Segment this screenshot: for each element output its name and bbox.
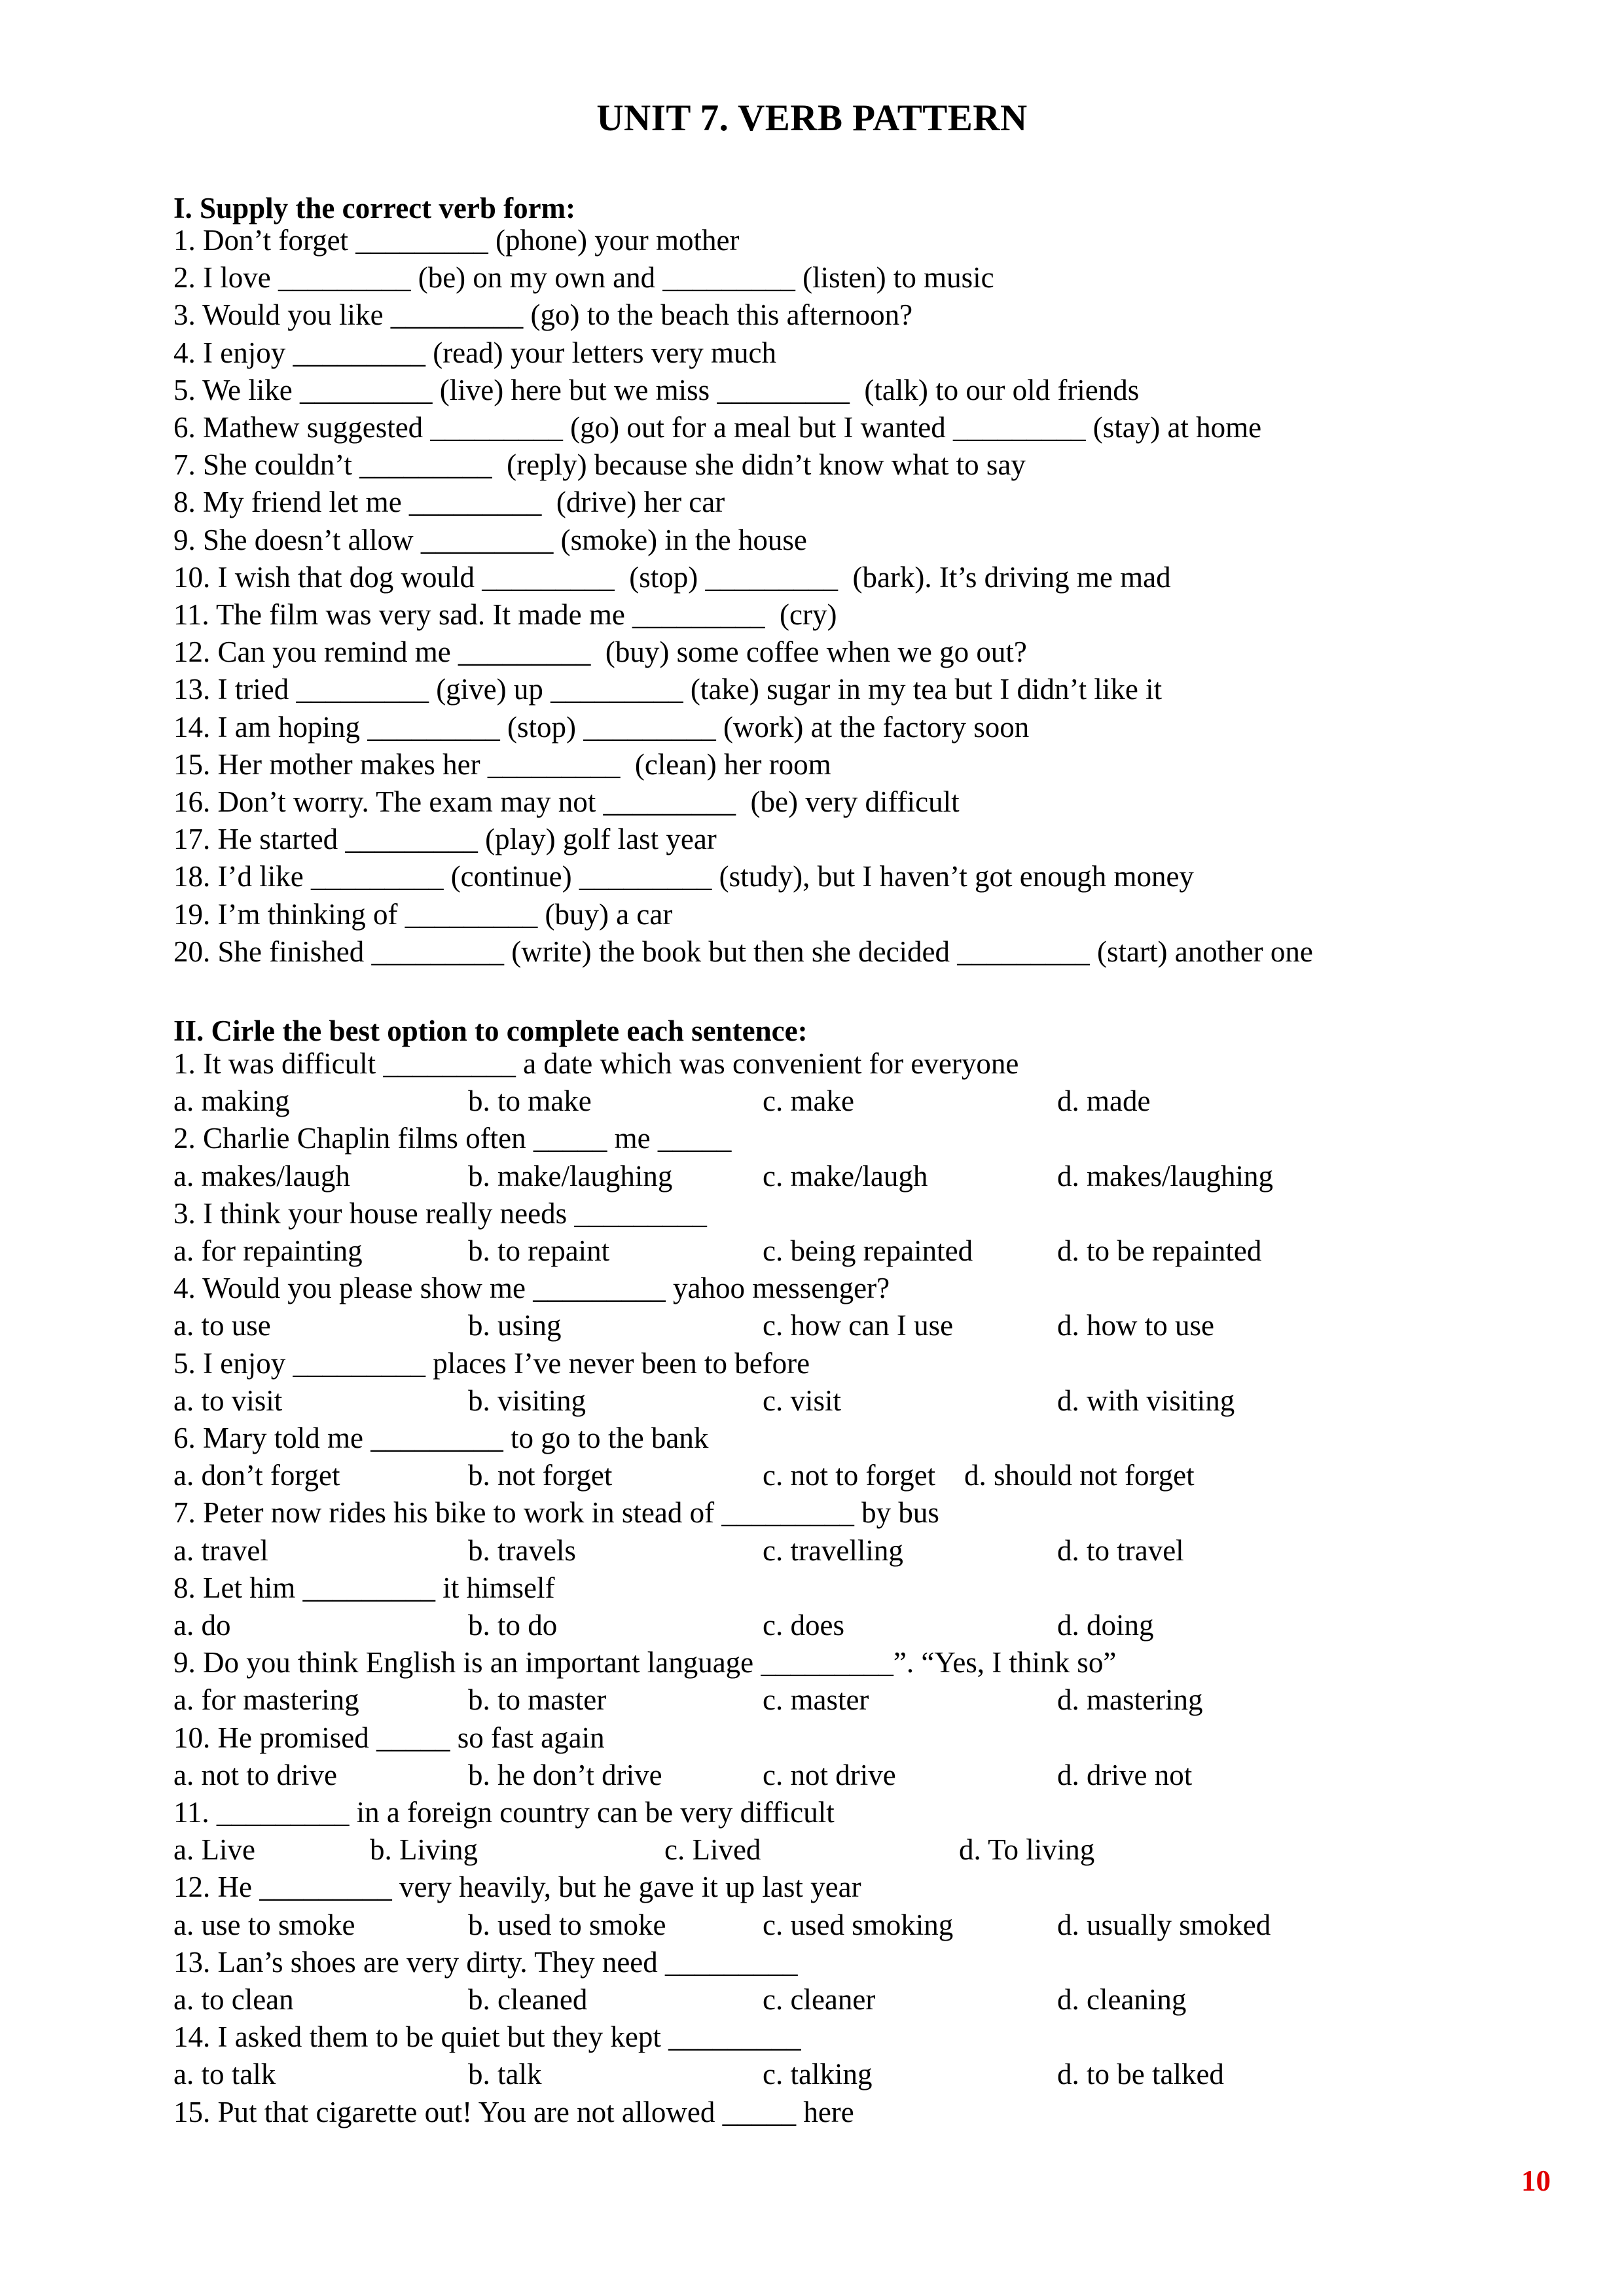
question-text: 14. I asked them to be quiet but they kept _________ [173, 2020, 801, 2053]
option-b[interactable]: b. he don’t drive [468, 1759, 662, 1791]
question-text: 10. He promised _____ so fast again [173, 1721, 605, 1754]
exercise-item: 6. Mathew suggested _________ (go) out for a meal but I wanted _________ (stay) at home [173, 411, 1262, 444]
exercise-item: 2. I love _________ (be) on my own and _________ (listen) to music [173, 261, 994, 294]
exercise-item: 18. I’d like _________ (continue) _________ (study), but I haven’t got enough money [173, 860, 1194, 893]
answer-options [173, 1382, 1483, 1419]
option-b[interactable]: b. visiting [468, 1384, 586, 1417]
option-b[interactable]: b. used to smoke [468, 1909, 666, 1941]
question-text: 15. Put that cigarette out! You are not allowed _____ here [173, 2096, 854, 2128]
answer-options [173, 1083, 1483, 1119]
option-c[interactable]: c. Lived [664, 1833, 761, 1866]
answer-options [173, 1307, 1483, 1344]
page-title: UNIT 7. VERB PATTERN [596, 98, 1028, 139]
question-text: 9. Do you think English is an important language _________”. “Yes, I think so” [173, 1646, 1117, 1679]
option-b[interactable]: b. cleaned [468, 1983, 588, 2016]
option-a[interactable]: a. Live [173, 1833, 255, 1866]
option-a[interactable]: a. to use [173, 1309, 271, 1342]
exercise-item: 20. She finished _________ (write) the book but then she decided _________ (start) another one [173, 935, 1313, 968]
option-d[interactable]: d. to be repainted [1057, 1234, 1262, 1267]
option-d[interactable]: d. should not forget [964, 1459, 1195, 1492]
exercise-item: 17. He started _________ (play) golf last year [173, 823, 717, 855]
option-b[interactable]: b. talk [468, 2058, 542, 2090]
option-a[interactable]: a. not to drive [173, 1759, 337, 1791]
question-text: 8. Let him _________ it himself [173, 1571, 555, 1604]
option-a[interactable]: a. travel [173, 1534, 268, 1567]
exercise-item: 1. Don’t forget _________ (phone) your mother [173, 224, 740, 257]
option-c[interactable]: c. not to forget [763, 1459, 936, 1492]
option-b[interactable]: b. to make [468, 1085, 592, 1117]
answer-options [173, 1757, 1483, 1793]
question-text: 6. Mary told me _________ to go to the bank [173, 1422, 709, 1454]
option-a[interactable]: a. to talk [173, 2058, 276, 2090]
option-d[interactable]: d. doing [1057, 1609, 1154, 1641]
option-c[interactable]: c. visit [763, 1384, 841, 1417]
option-b[interactable]: b. make/laughing [468, 1160, 673, 1193]
answer-options [173, 1232, 1483, 1269]
question-text: 4. Would you please show me _________ yahoo messenger? [173, 1272, 890, 1304]
option-d[interactable]: d. drive not [1057, 1759, 1193, 1791]
exercise-item: 19. I’m thinking of _________ (buy) a car [173, 898, 673, 931]
question-text: 7. Peter now rides his bike to work in stead of _________ by bus [173, 1496, 939, 1529]
exercise-item: 16. Don’t worry. The exam may not _________ (be) very difficult [173, 785, 960, 818]
option-c[interactable]: c. being repainted [763, 1234, 973, 1267]
question-text: 12. He _________ very heavily, but he gave it up last year [173, 1871, 861, 1903]
option-d[interactable]: d. usually smoked [1057, 1909, 1271, 1941]
page-number: 10 [1521, 2164, 1551, 2197]
option-a[interactable]: a. makes/laugh [173, 1160, 350, 1193]
option-a[interactable]: a. do [173, 1609, 231, 1641]
option-b[interactable]: b. to repaint [468, 1234, 610, 1267]
answer-options [173, 2056, 1483, 2092]
exercise-item: 8. My friend let me _________ (drive) her car [173, 486, 725, 518]
exercise-item: 5. We like _________ (live) here but we miss _________ (talk) to our old friends [173, 374, 1140, 406]
option-c[interactable]: c. make [763, 1085, 854, 1117]
answer-options [173, 1607, 1483, 1643]
option-c[interactable]: c. how can I use [763, 1309, 954, 1342]
option-d[interactable]: d. makes/laughing [1057, 1160, 1273, 1193]
option-d[interactable]: d. mastering [1057, 1683, 1203, 1716]
option-b[interactable]: b. using [468, 1309, 562, 1342]
exercise-item: 14. I am hoping _________ (stop) _________ (work) at the factory soon [173, 711, 1030, 744]
option-c[interactable]: c. travelling [763, 1534, 903, 1567]
option-a[interactable]: a. making [173, 1085, 290, 1117]
option-d[interactable]: d. how to use [1057, 1309, 1214, 1342]
question-text: 2. Charlie Chaplin films often _____ me _____ [173, 1122, 732, 1155]
option-d[interactable]: d. to travel [1057, 1534, 1184, 1567]
option-a[interactable]: a. don’t forget [173, 1459, 340, 1492]
option-d[interactable]: d. made [1057, 1085, 1151, 1117]
answer-options [173, 1532, 1483, 1569]
option-d[interactable]: d. cleaning [1057, 1983, 1187, 2016]
option-b[interactable]: b. Living [370, 1833, 478, 1866]
answer-options [173, 1831, 1483, 1868]
exercise-item: 12. Can you remind me _________ (buy) some coffee when we go out? [173, 636, 1027, 668]
exercise-item: 4. I enjoy _________ (read) your letters very much [173, 336, 776, 369]
option-a[interactable]: a. to clean [173, 1983, 294, 2016]
option-d[interactable]: d. To living [959, 1833, 1095, 1866]
option-a[interactable]: a. for mastering [173, 1683, 359, 1716]
answer-options [173, 1457, 1483, 1494]
option-c[interactable]: c. make/laugh [763, 1160, 928, 1193]
option-b[interactable]: b. to master [468, 1683, 607, 1716]
option-b[interactable]: b. travels [468, 1534, 576, 1567]
question-text: 11. _________ in a foreign country can be very difficult [173, 1796, 835, 1829]
option-d[interactable]: d. to be talked [1057, 2058, 1224, 2090]
section-2-heading: II. Cirle the best option to complete each sentence: [173, 1014, 808, 1047]
question-text: 5. I enjoy _________ places I’ve never been to before [173, 1347, 810, 1380]
option-c[interactable]: c. used smoking [763, 1909, 954, 1941]
option-c[interactable]: c. master [763, 1683, 869, 1716]
option-c[interactable]: c. talking [763, 2058, 873, 2090]
option-b[interactable]: b. to do [468, 1609, 558, 1641]
exercise-item: 9. She doesn’t allow _________ (smoke) in the house [173, 524, 807, 556]
question-text: 13. Lan’s shoes are very dirty. They need _________ [173, 1946, 798, 1979]
answer-options [173, 1158, 1483, 1194]
option-c[interactable]: c. cleaner [763, 1983, 876, 2016]
option-b[interactable]: b. not forget [468, 1459, 613, 1492]
option-a[interactable]: a. to visit [173, 1384, 283, 1417]
option-a[interactable]: a. for repainting [173, 1234, 363, 1267]
answer-options [173, 1907, 1483, 1943]
question-text: 1. It was difficult _________ a date which was convenient for everyone [173, 1047, 1019, 1080]
exercise-item: 15. Her mother makes her _________ (clean) her room [173, 748, 831, 781]
exercise-item: 7. She couldn’t _________ (reply) because she didn’t know what to say [173, 448, 1026, 481]
option-a[interactable]: a. use to smoke [173, 1909, 355, 1941]
exercise-item: 10. I wish that dog would _________ (stop) _________ (bark). It’s driving me mad [173, 561, 1171, 594]
question-text: 3. I think your house really needs _________ [173, 1197, 707, 1230]
answer-options [173, 1981, 1483, 2018]
exercise-item: 11. The film was very sad. It made me _________ (cry) [173, 598, 837, 631]
option-c[interactable]: c. does [763, 1609, 844, 1641]
section-1-heading: I. Supply the correct verb form: [173, 192, 576, 224]
option-c[interactable]: c. not drive [763, 1759, 896, 1791]
exercise-item: 3. Would you like _________ (go) to the beach this afternoon? [173, 298, 913, 331]
exercise-item: 13. I tried _________ (give) up _________ (take) sugar in my tea but I didn’t like it [173, 673, 1163, 706]
option-d[interactable]: d. with visiting [1057, 1384, 1235, 1417]
answer-options [173, 1681, 1483, 1718]
